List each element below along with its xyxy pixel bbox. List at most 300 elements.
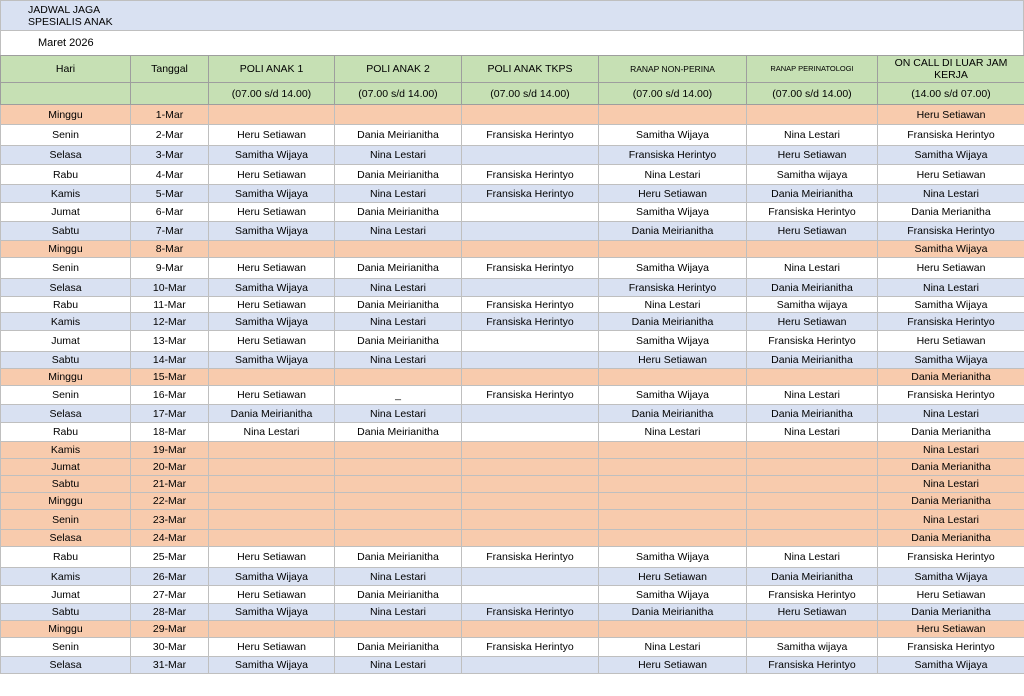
hours-poli-anak-2: (07.00 s/d 14.00) xyxy=(335,83,462,105)
cell-date: 1-Mar xyxy=(131,105,209,125)
cell-poli-anak-2: Nina Lestari xyxy=(335,222,462,241)
cell-ranap-non-perina xyxy=(599,459,747,476)
cell-poli-anak-2: Dania Meirianitha xyxy=(335,331,462,352)
cell-date: 18-Mar xyxy=(131,423,209,442)
cell-poli-anak-2 xyxy=(335,442,462,459)
cell-on-call: Samitha Wijaya xyxy=(878,297,1024,313)
cell-poli-anak-2 xyxy=(335,241,462,258)
cell-poli-anak-1 xyxy=(209,459,335,476)
cell-day: Minggu xyxy=(1,493,131,510)
cell-date: 16-Mar xyxy=(131,386,209,405)
cell-poli-anak-1 xyxy=(209,105,335,125)
cell-day: Selasa xyxy=(1,279,131,297)
title-line-2: SPESIALIS ANAK xyxy=(28,16,113,28)
cell-date: 12-Mar xyxy=(131,313,209,331)
cell-poli-anak-tkps xyxy=(462,493,599,510)
cell-ranap-non-perina xyxy=(599,241,747,258)
cell-poli-anak-tkps xyxy=(462,203,599,222)
table-row xyxy=(1,442,1024,459)
cell-on-call: Dania Merianitha xyxy=(878,604,1024,621)
cell-ranap-non-perina xyxy=(599,621,747,638)
cell-poli-anak-tkps xyxy=(462,146,599,165)
cell-day: Rabu xyxy=(1,547,131,568)
cell-ranap-perinatologi xyxy=(747,510,878,530)
cell-poli-anak-2 xyxy=(335,493,462,510)
cell-ranap-non-perina: Samitha Wijaya xyxy=(599,258,747,279)
cell-on-call: Fransiska Herintyo xyxy=(878,638,1024,657)
cell-ranap-perinatologi xyxy=(747,442,878,459)
table-row xyxy=(1,203,1024,222)
table-row xyxy=(1,493,1024,510)
table-row xyxy=(1,459,1024,476)
cell-on-call: Fransiska Herintyo xyxy=(878,547,1024,568)
cell-poli-anak-2: Dania Meirianitha xyxy=(335,586,462,604)
cell-day: Senin xyxy=(1,386,131,405)
cell-date: 31-Mar xyxy=(131,657,209,674)
header-poli-anak-2: POLI ANAK 2 xyxy=(335,56,462,83)
cell-poli-anak-1: Samitha Wijaya xyxy=(209,568,335,586)
cell-day: Jumat xyxy=(1,203,131,222)
cell-ranap-perinatologi: Dania Meirianitha xyxy=(747,568,878,586)
cell-date: 11-Mar xyxy=(131,297,209,313)
cell-day: Sabtu xyxy=(1,604,131,621)
cell-on-call: Heru Setiawan xyxy=(878,165,1024,185)
table-row xyxy=(1,313,1024,331)
cell-poli-anak-2 xyxy=(335,459,462,476)
cell-poli-anak-1: Heru Setiawan xyxy=(209,586,335,604)
table-row xyxy=(1,105,1024,125)
cell-ranap-perinatologi: Fransiska Herintyo xyxy=(747,586,878,604)
cell-poli-anak-2: Dania Meirianitha xyxy=(335,638,462,657)
cell-ranap-perinatologi: Fransiska Herintyo xyxy=(747,331,878,352)
table-row xyxy=(1,568,1024,586)
cell-ranap-perinatologi xyxy=(747,621,878,638)
cell-ranap-non-perina: Heru Setiawan xyxy=(599,568,747,586)
cell-date: 2-Mar xyxy=(131,125,209,146)
table-row xyxy=(1,547,1024,568)
cell-on-call: Dania Merianitha xyxy=(878,369,1024,386)
cell-ranap-perinatologi: Samitha wijaya xyxy=(747,165,878,185)
cell-ranap-perinatologi: Heru Setiawan xyxy=(747,604,878,621)
cell-date: 23-Mar xyxy=(131,510,209,530)
cell-poli-anak-2: Dania Meirianitha xyxy=(335,547,462,568)
cell-poli-anak-2: Nina Lestari xyxy=(335,405,462,423)
table-row xyxy=(1,258,1024,279)
cell-poli-anak-1 xyxy=(209,621,335,638)
cell-day: Selasa xyxy=(1,405,131,423)
hours-row xyxy=(1,83,1024,105)
cell-poli-anak-tkps xyxy=(462,352,599,369)
cell-date: 6-Mar xyxy=(131,203,209,222)
cell-on-call: Dania Merianitha xyxy=(878,493,1024,510)
cell-date: 5-Mar xyxy=(131,185,209,203)
cell-day: Sabtu xyxy=(1,352,131,369)
cell-date: 20-Mar xyxy=(131,459,209,476)
cell-date: 29-Mar xyxy=(131,621,209,638)
cell-poli-anak-1: Samitha Wijaya xyxy=(209,222,335,241)
cell-date: 14-Mar xyxy=(131,352,209,369)
table-row xyxy=(1,297,1024,313)
cell-on-call: Fransiska Herintyo xyxy=(878,386,1024,405)
cell-ranap-perinatologi: Dania Meirianitha xyxy=(747,279,878,297)
cell-ranap-perinatologi: Nina Lestari xyxy=(747,258,878,279)
cell-poli-anak-1 xyxy=(209,241,335,258)
cell-on-call: Dania Merianitha xyxy=(878,530,1024,547)
cell-poli-anak-2: Nina Lestari xyxy=(335,185,462,203)
cell-poli-anak-1: Samitha Wijaya xyxy=(209,146,335,165)
cell-day: Sabtu xyxy=(1,476,131,493)
cell-on-call: Nina Lestari xyxy=(878,510,1024,530)
cell-poli-anak-2: Dania Meirianitha xyxy=(335,125,462,146)
cell-poli-anak-tkps xyxy=(462,621,599,638)
cell-ranap-non-perina: Dania Meirianitha xyxy=(599,222,747,241)
cell-ranap-non-perina: Samitha Wijaya xyxy=(599,586,747,604)
cell-ranap-perinatologi xyxy=(747,459,878,476)
cell-poli-anak-tkps xyxy=(462,442,599,459)
cell-ranap-non-perina: Heru Setiawan xyxy=(599,352,747,369)
cell-ranap-non-perina: Samitha Wijaya xyxy=(599,386,747,405)
cell-ranap-perinatologi: Nina Lestari xyxy=(747,547,878,568)
cell-on-call: Dania Merianitha xyxy=(878,203,1024,222)
cell-ranap-non-perina xyxy=(599,476,747,493)
cell-date: 10-Mar xyxy=(131,279,209,297)
table-row xyxy=(1,146,1024,165)
cell-ranap-non-perina xyxy=(599,369,747,386)
cell-on-call: Fransiska Herintyo xyxy=(878,125,1024,146)
cell-poli-anak-1 xyxy=(209,476,335,493)
header-on-call: ON CALL DI LUAR JAM KERJA xyxy=(878,56,1024,83)
hours-tanggal xyxy=(131,83,209,105)
cell-on-call: Heru Setiawan xyxy=(878,105,1024,125)
cell-date: 30-Mar xyxy=(131,638,209,657)
table-row xyxy=(1,638,1024,657)
table-row xyxy=(1,352,1024,369)
cell-on-call: Nina Lestari xyxy=(878,185,1024,203)
cell-day: Kamis xyxy=(1,568,131,586)
cell-day: Rabu xyxy=(1,165,131,185)
cell-poli-anak-tkps xyxy=(462,476,599,493)
cell-ranap-non-perina xyxy=(599,530,747,547)
cell-ranap-perinatologi xyxy=(747,476,878,493)
cell-day: Kamis xyxy=(1,442,131,459)
header-poli-anak-tkps: POLI ANAK TKPS xyxy=(462,56,599,83)
cell-poli-anak-tkps: Fransiska Herintyo xyxy=(462,638,599,657)
cell-poli-anak-2: Nina Lestari xyxy=(335,657,462,674)
cell-ranap-perinatologi: Samitha wijaya xyxy=(747,297,878,313)
cell-poli-anak-tkps xyxy=(462,510,599,530)
cell-ranap-non-perina: Heru Setiawan xyxy=(599,185,747,203)
cell-day: Senin xyxy=(1,258,131,279)
cell-poli-anak-1 xyxy=(209,493,335,510)
cell-poli-anak-2: Nina Lestari xyxy=(335,313,462,331)
cell-date: 13-Mar xyxy=(131,331,209,352)
cell-poli-anak-1 xyxy=(209,530,335,547)
table-row xyxy=(1,125,1024,146)
cell-ranap-non-perina: Nina Lestari xyxy=(599,297,747,313)
cell-date: 25-Mar xyxy=(131,547,209,568)
cell-poli-anak-1: Heru Setiawan xyxy=(209,547,335,568)
cell-poli-anak-2: Dania Meirianitha xyxy=(335,423,462,442)
hours-ranap-non-perina: (07.00 s/d 14.00) xyxy=(599,83,747,105)
header-hari: Hari xyxy=(1,56,131,83)
cell-day: Selasa xyxy=(1,657,131,674)
cell-poli-anak-2 xyxy=(335,510,462,530)
cell-on-call: Heru Setiawan xyxy=(878,331,1024,352)
cell-ranap-perinatologi: Heru Setiawan xyxy=(747,146,878,165)
cell-poli-anak-tkps xyxy=(462,657,599,674)
cell-poli-anak-2: Nina Lestari xyxy=(335,352,462,369)
cell-poli-anak-2: Dania Meirianitha xyxy=(335,203,462,222)
cell-date: 4-Mar xyxy=(131,165,209,185)
cell-day: Senin xyxy=(1,638,131,657)
table-row xyxy=(1,369,1024,386)
cell-date: 28-Mar xyxy=(131,604,209,621)
cell-poli-anak-tkps: Fransiska Herintyo xyxy=(462,386,599,405)
month-label: Maret 2026 xyxy=(0,31,1024,55)
cell-poli-anak-1: Heru Setiawan xyxy=(209,638,335,657)
cell-poli-anak-2: Nina Lestari xyxy=(335,568,462,586)
hours-ranap-perinatologi: (07.00 s/d 14.00) xyxy=(747,83,878,105)
cell-ranap-perinatologi: Nina Lestari xyxy=(747,125,878,146)
cell-ranap-non-perina: Nina Lestari xyxy=(599,165,747,185)
cell-day: Minggu xyxy=(1,621,131,638)
cell-poli-anak-tkps: Fransiska Herintyo xyxy=(462,258,599,279)
cell-on-call: Dania Merianitha xyxy=(878,423,1024,442)
cell-day: Rabu xyxy=(1,297,131,313)
cell-poli-anak-1: Samitha Wijaya xyxy=(209,279,335,297)
header-ranap-perinatologi: RANAP PERINATOLOGI xyxy=(747,56,878,83)
cell-ranap-perinatologi: Dania Meirianitha xyxy=(747,185,878,203)
cell-ranap-perinatologi xyxy=(747,105,878,125)
cell-on-call: Nina Lestari xyxy=(878,442,1024,459)
cell-poli-anak-tkps xyxy=(462,586,599,604)
cell-on-call: Samitha Wijaya xyxy=(878,352,1024,369)
cell-ranap-non-perina: Samitha Wijaya xyxy=(599,203,747,222)
cell-day: Jumat xyxy=(1,586,131,604)
cell-poli-anak-tkps: Fransiska Herintyo xyxy=(462,604,599,621)
cell-poli-anak-2: Nina Lestari xyxy=(335,604,462,621)
cell-on-call: Samitha Wijaya xyxy=(878,241,1024,258)
header-tanggal: Tanggal xyxy=(131,56,209,83)
cell-ranap-perinatologi xyxy=(747,241,878,258)
cell-poli-anak-1 xyxy=(209,510,335,530)
cell-date: 24-Mar xyxy=(131,530,209,547)
cell-ranap-non-perina: Fransiska Herintyo xyxy=(599,279,747,297)
hours-on-call: (14.00 s/d 07.00) xyxy=(878,83,1024,105)
cell-on-call: Nina Lestari xyxy=(878,405,1024,423)
cell-on-call: Samitha Wijaya xyxy=(878,568,1024,586)
header-poli-anak-1: POLI ANAK 1 xyxy=(209,56,335,83)
cell-ranap-perinatologi: Fransiska Herintyo xyxy=(747,203,878,222)
cell-day: Selasa xyxy=(1,146,131,165)
hours-poli-anak-tkps: (07.00 s/d 14.00) xyxy=(462,83,599,105)
cell-poli-anak-tkps xyxy=(462,279,599,297)
cell-day: Selasa xyxy=(1,530,131,547)
cell-poli-anak-1: Heru Setiawan xyxy=(209,297,335,313)
cell-poli-anak-tkps: Fransiska Herintyo xyxy=(462,165,599,185)
cell-day: Minggu xyxy=(1,369,131,386)
table-row xyxy=(1,331,1024,352)
table-row xyxy=(1,279,1024,297)
cell-poli-anak-2 xyxy=(335,105,462,125)
cell-on-call: Heru Setiawan xyxy=(878,258,1024,279)
cell-poli-anak-2 xyxy=(335,530,462,547)
cell-day: Kamis xyxy=(1,313,131,331)
cell-date: 15-Mar xyxy=(131,369,209,386)
cell-poli-anak-tkps xyxy=(462,530,599,547)
cell-poli-anak-1: Samitha Wijaya xyxy=(209,185,335,203)
cell-poli-anak-tkps xyxy=(462,105,599,125)
table-row xyxy=(1,405,1024,423)
cell-ranap-perinatologi xyxy=(747,493,878,510)
cell-poli-anak-2: _ xyxy=(335,386,462,405)
cell-ranap-non-perina: Nina Lestari xyxy=(599,423,747,442)
table-row xyxy=(1,530,1024,547)
cell-poli-anak-2: Dania Meirianitha xyxy=(335,258,462,279)
cell-poli-anak-tkps xyxy=(462,405,599,423)
cell-poli-anak-1: Nina Lestari xyxy=(209,423,335,442)
cell-day: Sabtu xyxy=(1,222,131,241)
cell-poli-anak-1: Heru Setiawan xyxy=(209,258,335,279)
cell-ranap-non-perina: Samitha Wijaya xyxy=(599,547,747,568)
cell-day: Senin xyxy=(1,510,131,530)
table-row xyxy=(1,476,1024,493)
cell-date: 22-Mar xyxy=(131,493,209,510)
cell-ranap-non-perina: Dania Meirianitha xyxy=(599,405,747,423)
cell-poli-anak-tkps xyxy=(462,241,599,258)
cell-poli-anak-2 xyxy=(335,476,462,493)
cell-ranap-perinatologi: Heru Setiawan xyxy=(747,313,878,331)
cell-ranap-perinatologi: Heru Setiawan xyxy=(747,222,878,241)
cell-ranap-perinatologi: Nina Lestari xyxy=(747,423,878,442)
cell-ranap-perinatologi xyxy=(747,530,878,547)
cell-ranap-perinatologi: Dania Meirianitha xyxy=(747,352,878,369)
cell-ranap-non-perina: Fransiska Herintyo xyxy=(599,146,747,165)
cell-poli-anak-tkps: Fransiska Herintyo xyxy=(462,297,599,313)
table-row xyxy=(1,222,1024,241)
cell-poli-anak-2: Dania Meirianitha xyxy=(335,297,462,313)
cell-poli-anak-1: Samitha Wijaya xyxy=(209,352,335,369)
cell-poli-anak-1 xyxy=(209,369,335,386)
cell-date: 17-Mar xyxy=(131,405,209,423)
cell-day: Senin xyxy=(1,125,131,146)
cell-ranap-perinatologi xyxy=(747,369,878,386)
cell-date: 9-Mar xyxy=(131,258,209,279)
cell-day: Kamis xyxy=(1,185,131,203)
cell-ranap-non-perina: Dania Meirianitha xyxy=(599,313,747,331)
table-row xyxy=(1,657,1024,674)
cell-poli-anak-2 xyxy=(335,621,462,638)
table-row xyxy=(1,165,1024,185)
cell-poli-anak-1: Heru Setiawan xyxy=(209,331,335,352)
table-row xyxy=(1,604,1024,621)
cell-ranap-non-perina: Heru Setiawan xyxy=(599,657,747,674)
cell-poli-anak-1: Heru Setiawan xyxy=(209,125,335,146)
cell-day: Rabu xyxy=(1,423,131,442)
schedule-table xyxy=(0,55,1024,674)
cell-poli-anak-1: Samitha Wijaya xyxy=(209,657,335,674)
cell-ranap-non-perina: Nina Lestari xyxy=(599,638,747,657)
cell-poli-anak-2: Nina Lestari xyxy=(335,279,462,297)
cell-poli-anak-2: Dania Meirianitha xyxy=(335,165,462,185)
cell-day: Jumat xyxy=(1,459,131,476)
table-row xyxy=(1,621,1024,638)
cell-ranap-non-perina xyxy=(599,105,747,125)
cell-on-call: Dania Merianitha xyxy=(878,459,1024,476)
cell-poli-anak-tkps: Fransiska Herintyo xyxy=(462,547,599,568)
header-ranap-non-perina: RANAP NON-PERINA xyxy=(599,56,747,83)
cell-day: Minggu xyxy=(1,105,131,125)
cell-poli-anak-tkps: Fransiska Herintyo xyxy=(462,185,599,203)
cell-poli-anak-1 xyxy=(209,442,335,459)
title-line-1: JADWAL JAGA xyxy=(28,4,101,16)
cell-poli-anak-1: Heru Setiawan xyxy=(209,203,335,222)
cell-poli-anak-1: Dania Meirianitha xyxy=(209,405,335,423)
cell-ranap-perinatologi: Samitha wijaya xyxy=(747,638,878,657)
cell-ranap-non-perina: Samitha Wijaya xyxy=(599,331,747,352)
cell-poli-anak-tkps xyxy=(462,222,599,241)
cell-poli-anak-tkps xyxy=(462,331,599,352)
cell-ranap-perinatologi: Nina Lestari xyxy=(747,386,878,405)
table-row xyxy=(1,423,1024,442)
cell-on-call: Heru Setiawan xyxy=(878,621,1024,638)
cell-ranap-perinatologi: Dania Meirianitha xyxy=(747,405,878,423)
cell-date: 7-Mar xyxy=(131,222,209,241)
cell-poli-anak-1: Samitha Wijaya xyxy=(209,604,335,621)
cell-date: 27-Mar xyxy=(131,586,209,604)
cell-date: 3-Mar xyxy=(131,146,209,165)
hours-hari xyxy=(1,83,131,105)
cell-poli-anak-tkps xyxy=(462,568,599,586)
cell-on-call: Fransiska Herintyo xyxy=(878,222,1024,241)
cell-poli-anak-tkps xyxy=(462,423,599,442)
cell-ranap-non-perina xyxy=(599,510,747,530)
cell-date: 8-Mar xyxy=(131,241,209,258)
cell-day: Minggu xyxy=(1,241,131,258)
cell-ranap-non-perina xyxy=(599,493,747,510)
cell-on-call: Nina Lestari xyxy=(878,476,1024,493)
cell-poli-anak-tkps xyxy=(462,459,599,476)
cell-poli-anak-2 xyxy=(335,369,462,386)
cell-poli-anak-1: Samitha Wijaya xyxy=(209,313,335,331)
cell-poli-anak-tkps: Fransiska Herintyo xyxy=(462,313,599,331)
cell-poli-anak-1: Heru Setiawan xyxy=(209,165,335,185)
cell-on-call: Samitha Wijaya xyxy=(878,657,1024,674)
cell-on-call: Nina Lestari xyxy=(878,279,1024,297)
cell-day: Jumat xyxy=(1,331,131,352)
cell-ranap-non-perina: Dania Meirianitha xyxy=(599,604,747,621)
cell-date: 19-Mar xyxy=(131,442,209,459)
cell-date: 26-Mar xyxy=(131,568,209,586)
cell-on-call: Heru Setiawan xyxy=(878,586,1024,604)
table-row xyxy=(1,386,1024,405)
cell-ranap-perinatologi: Fransiska Herintyo xyxy=(747,657,878,674)
header-row xyxy=(1,56,1024,83)
cell-ranap-non-perina xyxy=(599,442,747,459)
hours-poli-anak-1: (07.00 s/d 14.00) xyxy=(209,83,335,105)
table-row xyxy=(1,241,1024,258)
cell-on-call: Fransiska Herintyo xyxy=(878,313,1024,331)
cell-poli-anak-1: Heru Setiawan xyxy=(209,386,335,405)
cell-on-call: Samitha Wijaya xyxy=(878,146,1024,165)
cell-date: 21-Mar xyxy=(131,476,209,493)
table-row xyxy=(1,586,1024,604)
table-row xyxy=(1,510,1024,530)
table-row xyxy=(1,185,1024,203)
cell-poli-anak-tkps: Fransiska Herintyo xyxy=(462,125,599,146)
schedule-title xyxy=(0,0,1024,31)
cell-poli-anak-2: Nina Lestari xyxy=(335,146,462,165)
